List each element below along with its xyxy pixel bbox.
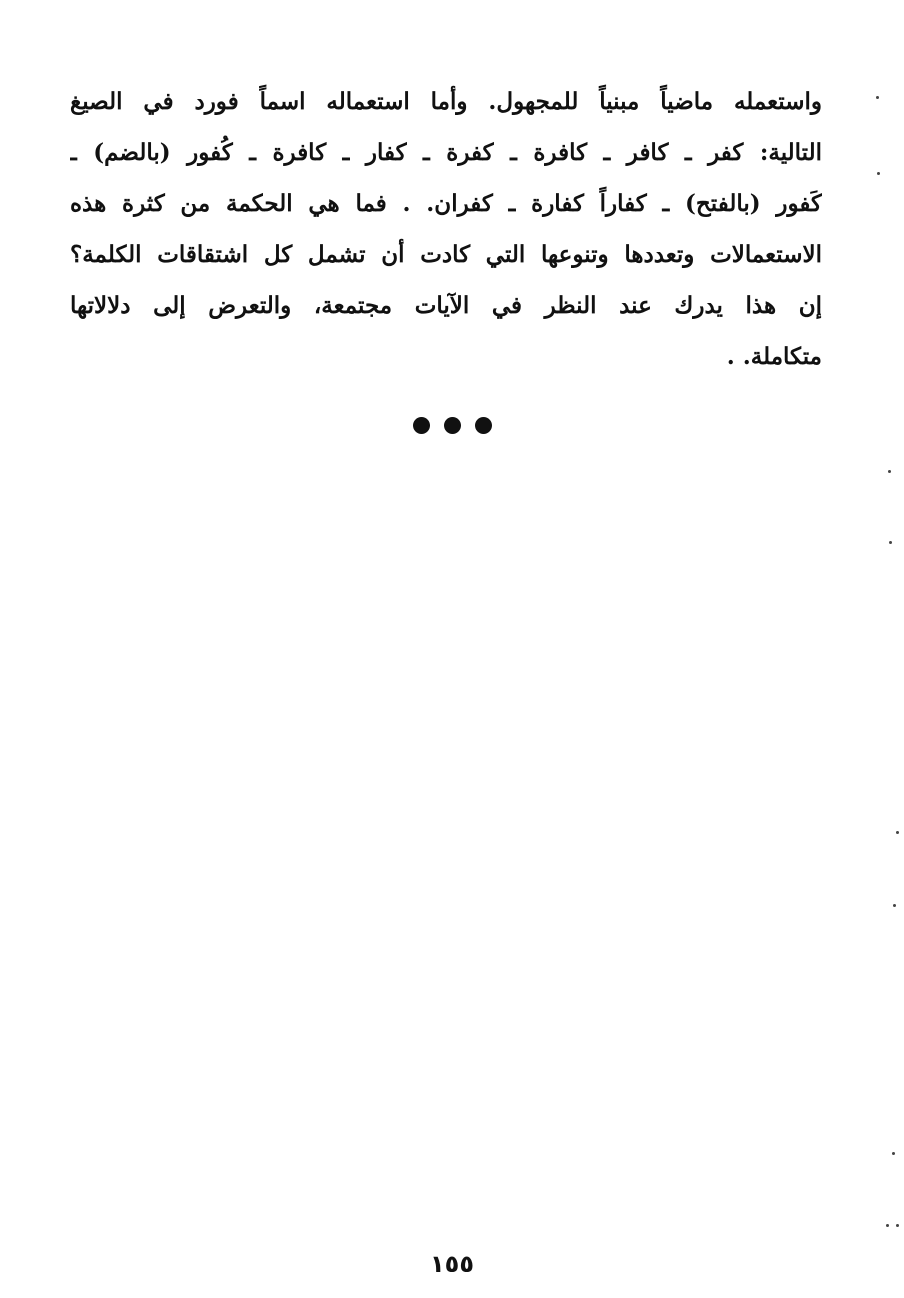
text-line: كَفور (بالفتح) ـ كفاراً كفارة ـ كفران. . فما هي الحكمة من كثرة هذه: [70, 190, 822, 217]
page-number: ١٥٥: [430, 1250, 474, 1278]
text-line: التالية: كفر ـ كافر ـ كافرة ـ كفرة ـ كفار ـ كافرة ـ كُفور (بالضم) ـ: [70, 139, 822, 166]
scan-speck: [876, 96, 879, 99]
body-paragraph: [70, 76, 822, 382]
scan-speck: [896, 831, 899, 834]
page-content: [70, 76, 822, 382]
scan-speck: [896, 1224, 899, 1227]
text-line: واستعمله ماضياً مبنياً للمجهول. وأما استعماله اسماً فورد في الصيغ: [70, 88, 822, 115]
section-separator-dots: [0, 417, 904, 434]
scan-speck: [888, 470, 891, 473]
text-line: الاستعمالات وتعددها وتنوعها التي كادت أن تشمل كل اشتقاقات الكلمة؟: [70, 241, 822, 268]
scan-speck: [892, 1152, 895, 1155]
text-line-last: متكاملة. .: [726, 343, 822, 370]
separator-dot-icon: [444, 417, 461, 434]
scan-speck: [877, 172, 880, 175]
scan-speck: [886, 1224, 889, 1227]
separator-dot-icon: [475, 417, 492, 434]
scan-speck: [893, 904, 896, 907]
separator-dot-icon: [413, 417, 430, 434]
scan-speck: [889, 541, 892, 544]
text-line: إن هذا يدرك عند النظر في الآيات مجتمعة، والتعرض إلى دلالاتها: [70, 292, 822, 319]
